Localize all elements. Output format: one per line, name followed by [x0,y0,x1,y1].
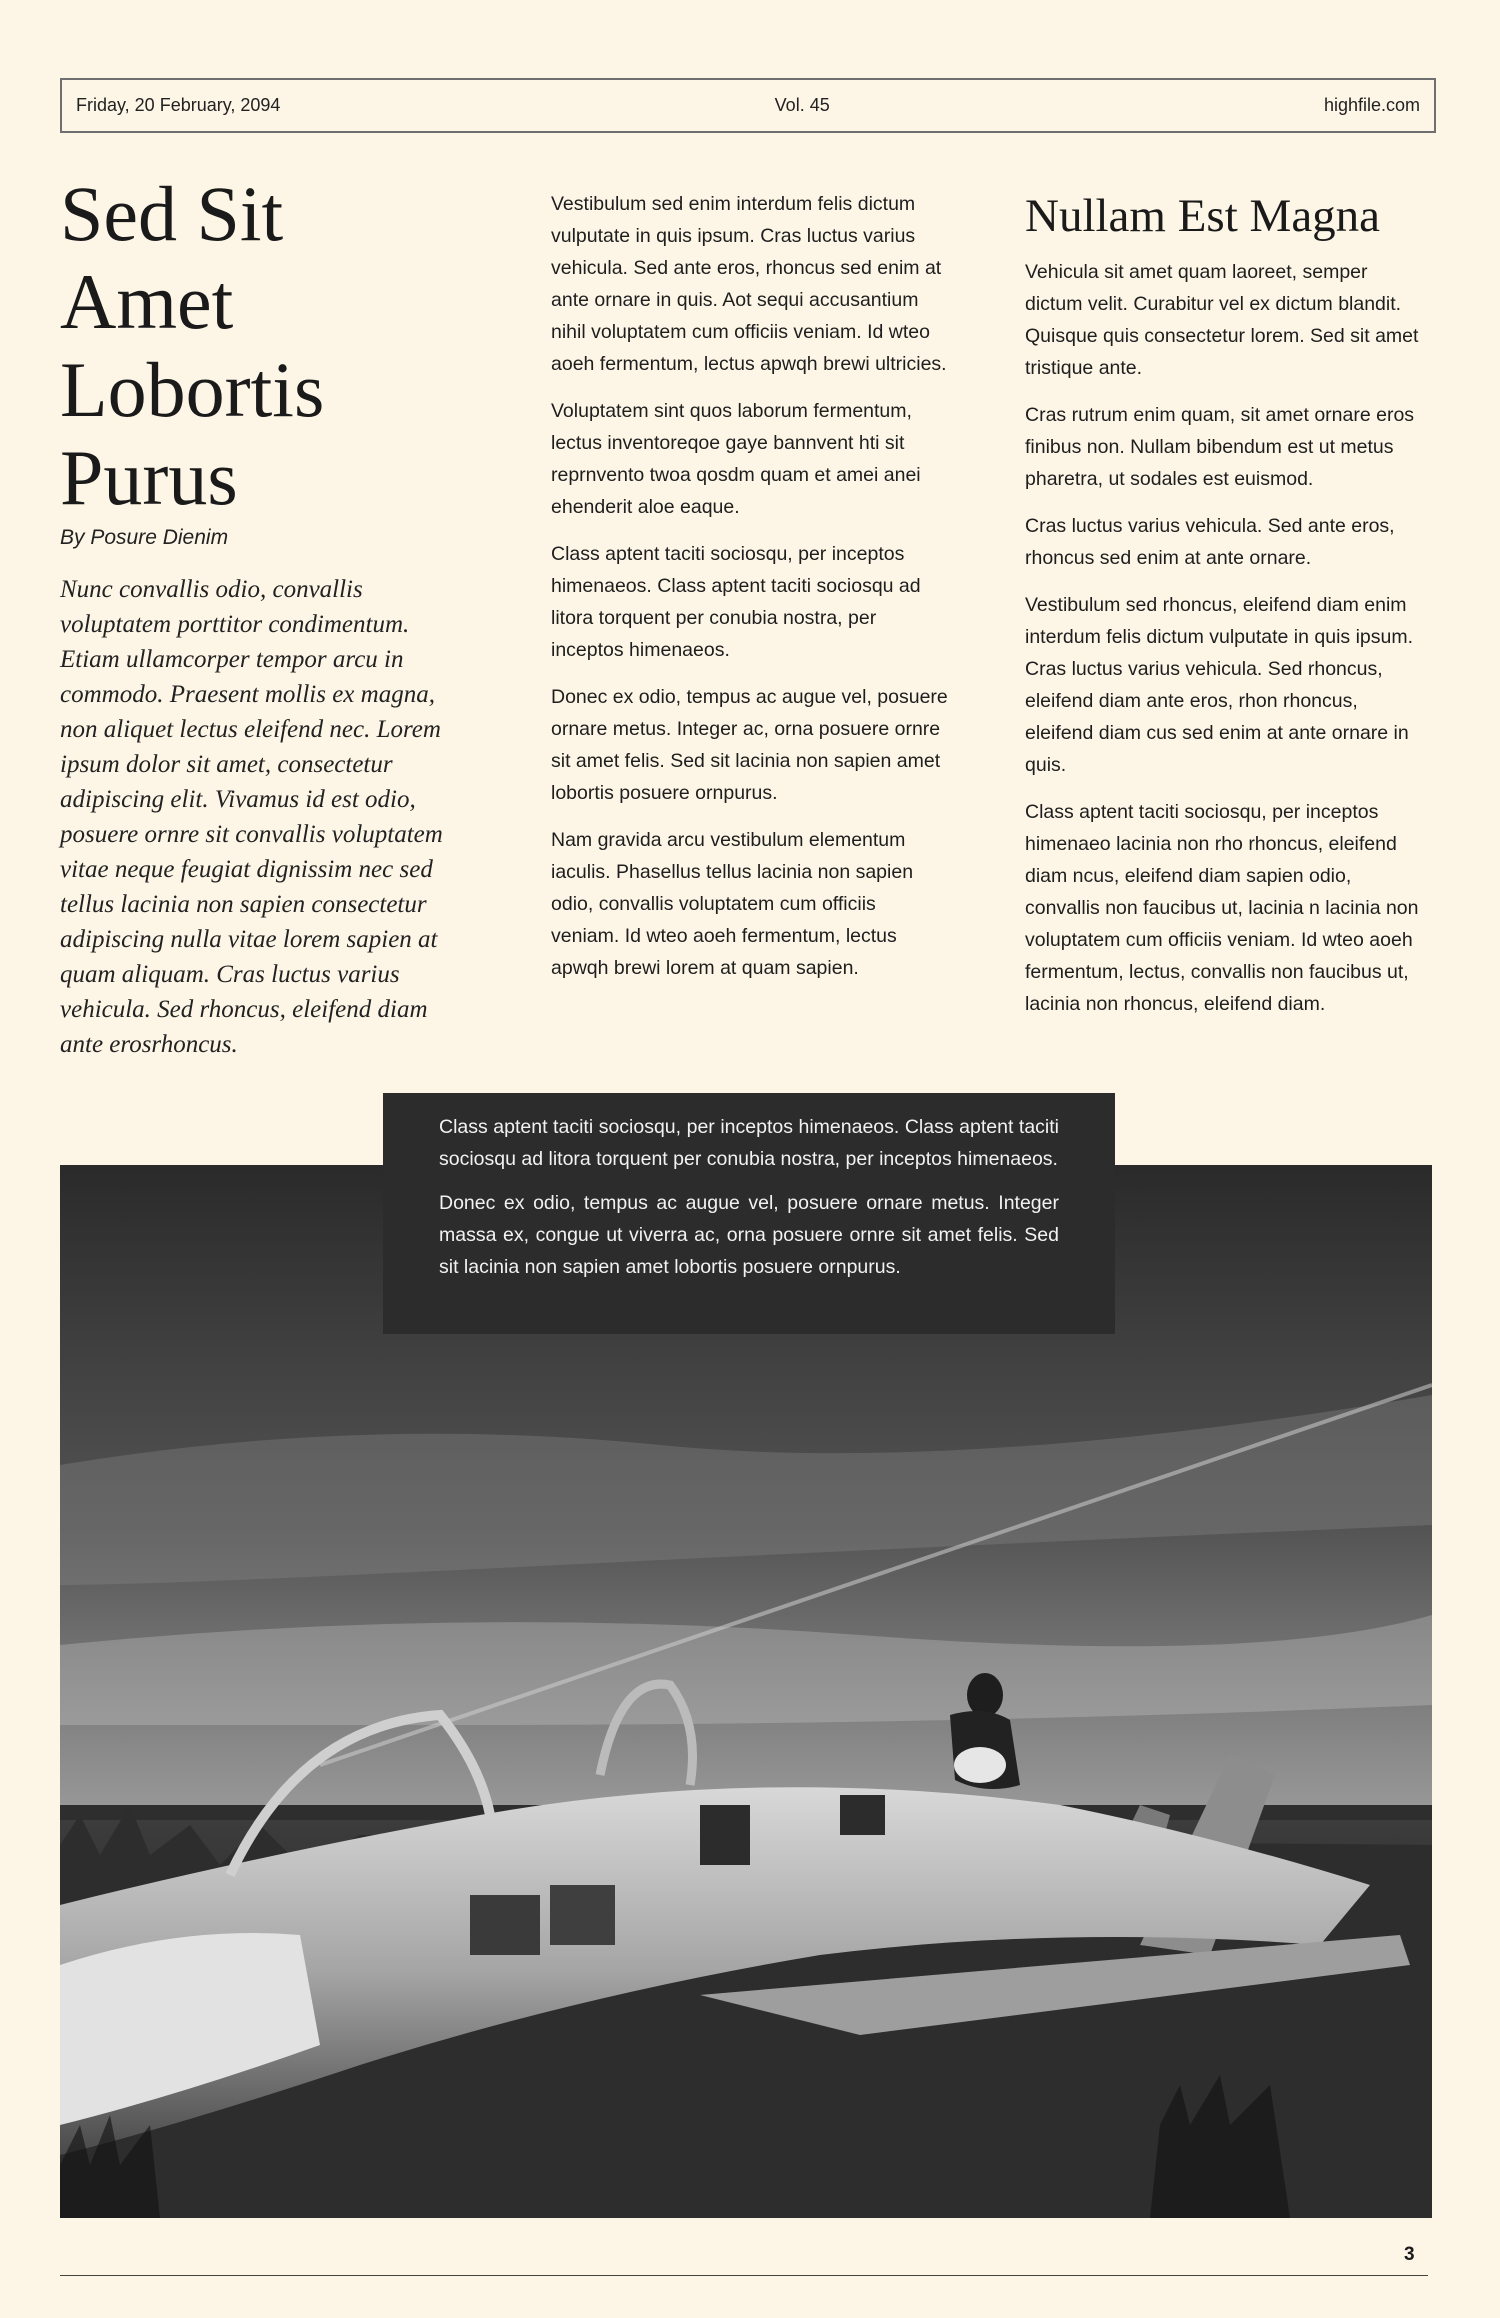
paragraph: Vestibulum sed rhoncus, eleifend diam enim interdum felis dictum vulputate in quis ipsum. Cras luctus varius vehicula. Sed rhoncus, eleifend diam ante eros, rhon rhoncus, eleifend diam cus sed enim at ante ornare in quis. [1025,594,1414,776]
site-name: highfile.com [1323,95,1420,115]
paragraph: Vehicula sit amet quam laoreet, semper dictum velit. Curabitur vel ex dictum blandit. Quisque quis consectetur lorem. Sed sit amet tristique ante. [1025,261,1419,379]
paragraph: Voluptatem sint quos laborum fermentum, lectus inventoreqoe gaye bannvent hti sit reprnvento twoa qosdm quam et amei anei ehenderit aloe eaque. [551,400,921,518]
middle-column [551,188,949,999]
header-bar [60,78,1436,133]
main-article-column [60,170,452,1062]
callout-paragraph: Class aptent taciti sociosqu, per inceptos himenaeos. Class aptent taciti sociosqu ad litora torquent per conubia nostra, per inceptos himenaeos. [439,1116,1059,1170]
paragraph: Donec ex odio, tempus ac augue vel, posuere ornare metus. Integer ac, orna posuere ornre sit amet felis. Sed sit lacinia non sapien amet lobortis posuere ornpurus. [551,686,948,804]
paragraph: Cras luctus varius vehicula. Sed ante eros, rhoncus sed enim at ante ornare. [1025,515,1395,569]
right-column [1025,188,1420,1035]
issue-date: Friday, 20 February, 2094 [76,95,281,115]
pull-quote-box [383,1093,1115,1334]
paragraph: Vestibulum sed enim interdum felis dictum vulputate in quis ipsum. Cras luctus varius vehicula. Sed ante eros, rhoncus sed enim at ante ornare in quis. Aot sequi accusantium nihil voluptatem cum officiis veniam. Id wteo aoeh fermentum, lectus apwqh brewi ultricies. [551,193,947,375]
byline: By Posure Dienim [60,526,229,549]
lede-paragraph: Nunc convallis odio, convallis voluptatem porttitor condimentum. Etiam ullamcorper tempor arcu in commodo. Praesent mollis ex magna, non aliquet lectus eleifend nec. Lorem ipsum dolor sit amet, consectetur adipiscing elit. Vivamus id est odio, posuere ornre sit convallis voluptatem vitae neque feugiat dignissim nec sed tellus lacinia non sapien consectetur adipiscing nulla vitae lorem sapien at quam aliquam. Cras luctus varius vehicula. Sed rhoncus, eleifend diam ante erosrhoncus. [60,576,443,1058]
paragraph: Class aptent taciti sociosqu, per inceptos himenaeo lacinia non rho rhoncus, eleifend diam ncus, eleifend diam sapien odio, convallis non faucibus ut, lacinia n lacinia non voluptatem cum officiis veniam. Id wteo aoeh fermentum, lectus, convallis non faucibus ut, lacinia non rhoncus, eleifend diam. [1025,801,1419,1015]
main-headline: Sed Sit Amet Lobortis Purus [60,170,325,521]
paragraph: Class aptent taciti sociosqu, per inceptos himenaeos. Class aptent taciti sociosqu ad litora torquent per conubia nostra, per inceptos himenaeos. [551,543,921,661]
footer-divider [60,2275,1428,2276]
paragraph: Nam gravida arcu vestibulum elementum iaculis. Phasellus tellus lacinia non sapien odio, convallis voluptatem cum officiis veniam. Id wteo aoeh fermentum, lectus apwqh brewi lorem at quam sapien. [551,829,914,979]
volume-number: Vol. 45 [774,95,830,115]
page-number: 3 [1404,2244,1415,2265]
section-title: Nullam Est Magna [1025,190,1381,242]
callout-paragraph: Donec ex odio, tempus ac augue vel, posuere ornare metus. Integer massa ex, congue ut viverra ac, orna posuere ornre sit amet felis. Sed sit lacinia non sapien amet lobortis posuere ornpurus. [439,1192,1059,1278]
paragraph: Cras rutrum enim quam, sit amet ornare eros finibus non. Nullam bibendum est ut metus pharetra, ut sodales est euismod. [1025,404,1415,490]
